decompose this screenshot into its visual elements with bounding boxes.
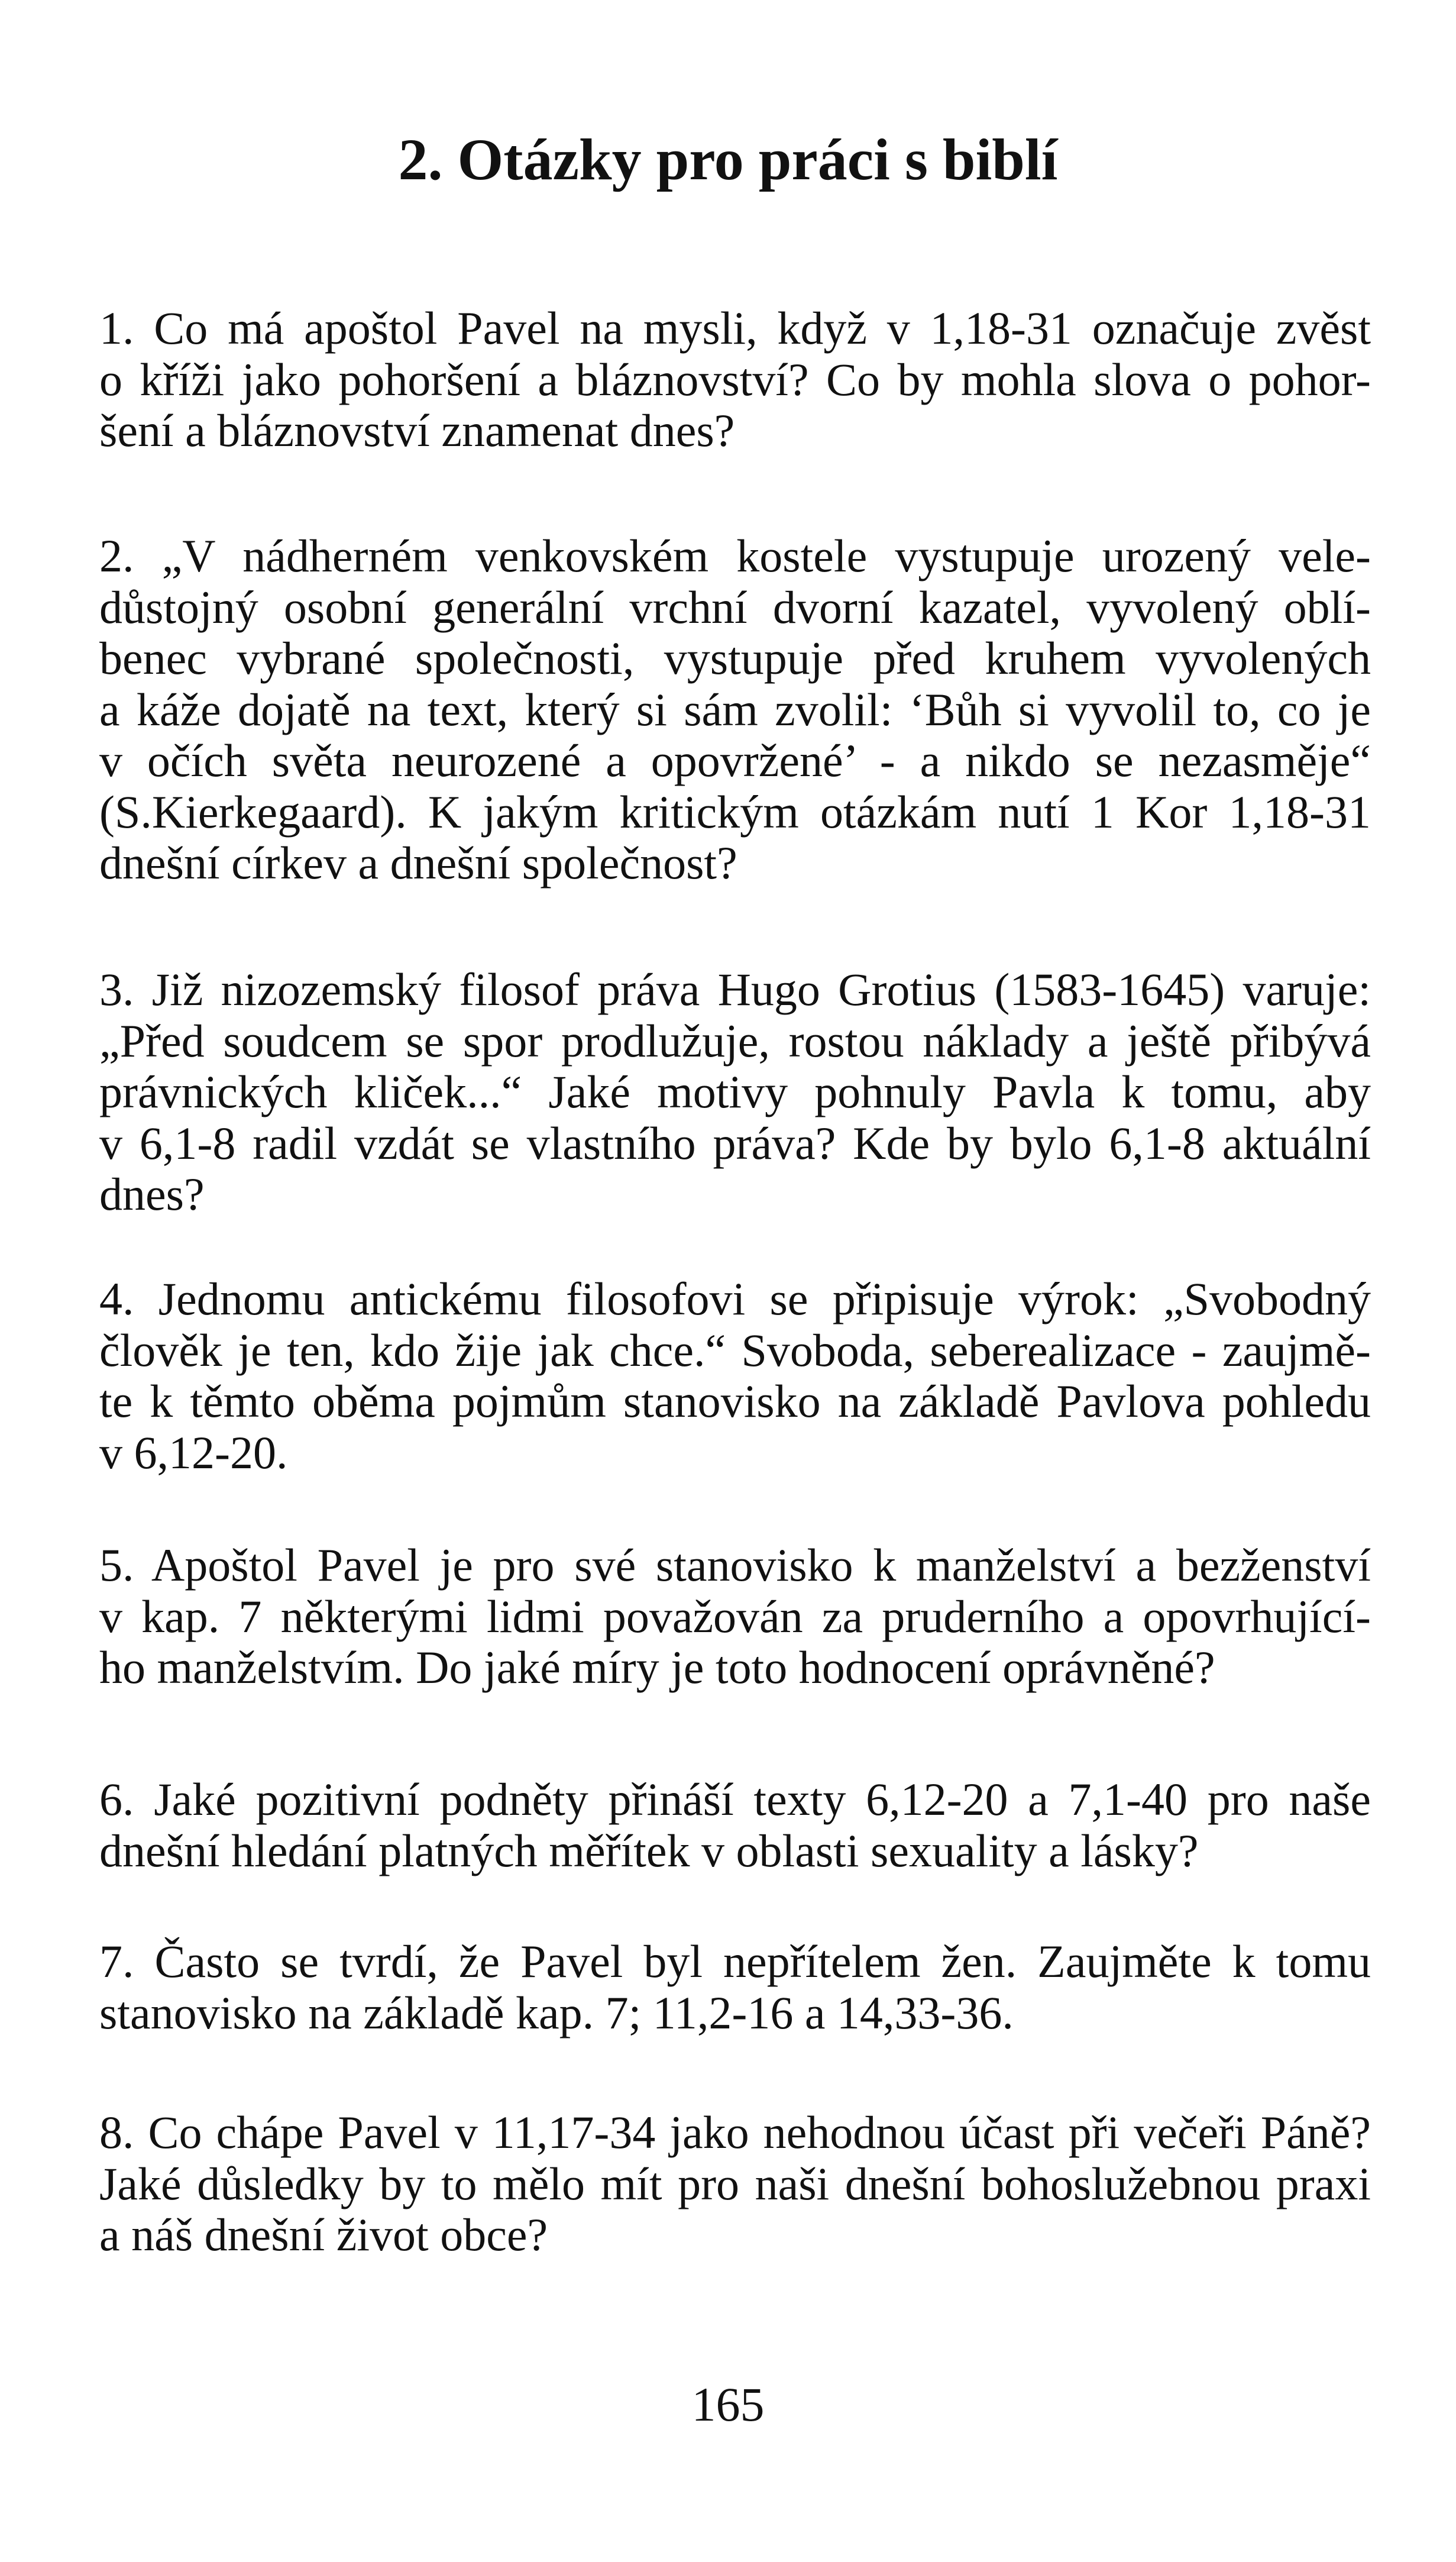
- question-line: stanovisko na základě kap. 7; 11,2-16 a 14,33-36.: [99, 1986, 1014, 2038]
- question-line: 6. Jaké pozitivní podněty přináší texty 6,12-20 a 7,1-40 pro naše: [99, 1773, 1371, 1825]
- question-line: 5. Apoštol Pavel je pro své stanovisko k manželství a bezženství: [99, 1539, 1371, 1591]
- page-number: 165: [691, 2377, 765, 2431]
- question-line: dnešní hledání platných měřítek v oblasti sexuality a lásky?: [99, 1824, 1199, 1876]
- question-line: člověk je ten, kdo žije jak chce.“ Svoboda, seberealizace - zaujmě-: [99, 1324, 1371, 1376]
- page-title: 2. Otázky pro práci s biblí: [398, 127, 1058, 192]
- question-line: benec vybrané společnosti, vystupuje před kruhem vyvolených: [99, 632, 1371, 684]
- question-line: (S.Kierkegaard). K jakým kritickým otázkám nutí 1 Kor 1,18-31: [99, 786, 1371, 838]
- question-line: ho manželstvím. Do jaké míry je toto hodnocení oprávněné?: [99, 1642, 1215, 1693]
- question-3: [99, 964, 1371, 1220]
- question-line: a náš dnešní život obce?: [99, 2209, 548, 2260]
- question-8: [99, 2107, 1371, 2261]
- question-line: 3. Již nizozemský filosof práva Hugo Grotius (1583-1645) varuje:: [99, 964, 1371, 1015]
- question-line: v očích světa neurozené a opovržené’ - a nikdo se nezasměje“: [99, 735, 1371, 786]
- question-line: 1. Co má apoštol Pavel na mysli, když v 1,18-31 označuje zvěst: [99, 302, 1371, 354]
- question-line: šení a bláznovství znamenat dnes?: [99, 405, 735, 456]
- question-line: 8. Co chápe Pavel v 11,17-34 jako nehodnou účast při večeři Páně?: [99, 2107, 1371, 2158]
- question-5: [99, 1540, 1371, 1694]
- question-1: [99, 303, 1371, 457]
- question-line: dnes?: [99, 1168, 205, 1220]
- question-line: 7. Často se tvrdí, že Pavel byl nepřítelem žen. Zaujměte k tomu: [99, 1936, 1371, 1987]
- question-2: [99, 531, 1371, 889]
- question-line: dnešní církev a dnešní společnost?: [99, 837, 737, 889]
- question-line: v kap. 7 některými lidmi považován za pruderního a opovrhující-: [99, 1590, 1371, 1642]
- question-line: právnických kliček...“ Jaké motivy pohnuly Pavla k tomu, aby: [99, 1066, 1371, 1117]
- question-line: 4. Jednomu antickému filosofovi se připisuje výrok: „Svobodný: [99, 1273, 1371, 1324]
- question-line: 2. „V nádherném venkovském kostele vystupuje urozený vele-: [99, 530, 1371, 581]
- question-6: [99, 1774, 1371, 1876]
- question-line: v 6,1-8 radil vzdát se vlastního práva? Kde by bylo 6,1-8 aktuální: [99, 1117, 1371, 1169]
- question-4: [99, 1274, 1371, 1478]
- question-line: v 6,12-20.: [99, 1426, 288, 1478]
- question-line: „Před soudcem se spor prodlužuje, rostou náklady a ještě přibývá: [99, 1015, 1371, 1067]
- question-7: [99, 1936, 1371, 2038]
- question-line: důstojný osobní generální vrchní dvorní kazatel, vyvolený oblí-: [99, 581, 1371, 633]
- question-line: Jaké důsledky by to mělo mít pro naši dnešní bohoslužebnou praxi: [99, 2157, 1371, 2209]
- question-line: o kříži jako pohoršení a bláznovství? Co by mohla slova o pohor-: [99, 353, 1371, 405]
- question-line: te k těmto oběma pojmům stanovisko na základě Pavlova pohledu: [99, 1375, 1371, 1427]
- question-line: a káže dojatě na text, který si sám zvolil: ‘Bůh si vyvolil to, co je: [99, 683, 1371, 735]
